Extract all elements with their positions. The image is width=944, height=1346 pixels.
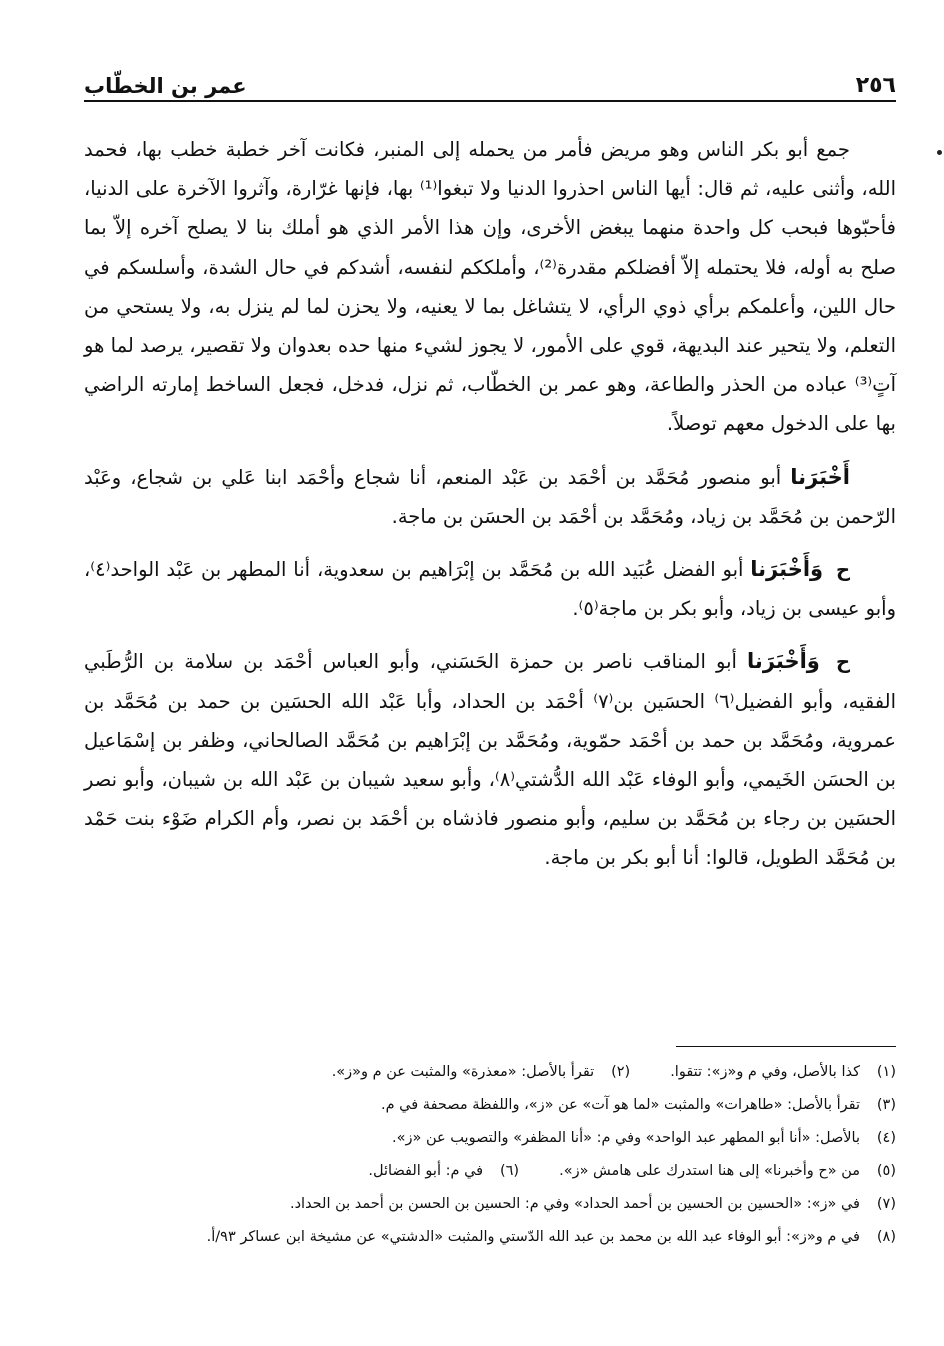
chain-text: أبو الفضل عُبَيد الله بن مُحَمَّد بن إبْرَاهيم بن سعدوية، أنا المطهر بن عَبْد الواحد⁽٤⁾، وأبو عيسى بن زياد، وأبو بكر بن ماجة⁽٥⁾.: [84, 558, 896, 621]
footnote-number: (٤): [876, 1130, 896, 1146]
footnote-text: في م و«ز»: أبو الوفاء عبد الله بن محمد بن عبد الله الدّستي والمثبت «الدشتي» عن مشيخة ابن عساكر ٩٣/أ.: [206, 1229, 860, 1245]
footnote-number: (٣): [876, 1097, 896, 1113]
footnote-2: [332, 1056, 631, 1089]
page-number: ٢٥٦: [855, 73, 896, 98]
tahwil-marker: ح: [835, 650, 851, 674]
footnote-separator: [676, 1046, 896, 1047]
footnote-1: [670, 1056, 896, 1089]
footnote-text: تقرأ بالأصل: «معذرة» والمثبت عن م و«ز».: [331, 1064, 595, 1080]
chain-lead: أَخْبَرَنا: [790, 464, 850, 489]
isnad-chain-3: [84, 642, 896, 877]
footnote-text: من «ح وأخبرنا» إلى هنا استدرك على هامش «ز».: [559, 1163, 860, 1179]
scan-edge-mark: [937, 150, 942, 155]
footnote-number: (٥): [876, 1163, 896, 1179]
footnote-8: [207, 1221, 896, 1254]
footnote-number: (٧): [876, 1196, 896, 1212]
isnad-chain-2: [84, 550, 896, 628]
footnote-number: (٨): [876, 1229, 896, 1245]
footnote-text: تقرأ بالأصل: «طاهرات» والمثبت «لما هو آت» عن «ز»، واللفظة مصحفة في م.: [380, 1097, 860, 1113]
chain-text: أبو المناقب ناصر بن حمزة الحَسَني، وأبو العباس أحْمَد بن سلامة بن الرُّطَبي الفقيه، وأبو الفضيل⁽٦⁾ الحسَين بن⁽٧⁾ أحْمَد بن الحداد، وأبا عَبْد الله الحسَين بن حمد بن مُحَمَّد بن عمروية، ومُحَمَّد بن حمد بن أحْمَد حمّوية، ومُحَمَّد بن إبْرَاهيم بن مُحَمَّد الصالحاني، وظفر بن إسْمَاعيل بن الحسَن الخَيمي، وأبو الوفاء عَبْد الله الدُّشتي⁽٨⁾، وأبو سعيد شيبان بن عَبْد الله بن شيبان، وأبو نصر الحسَين بن رجاء بن مُحَمَّد بن سليم، وأبو منصور فاذشاه بن أحْمَد بن نصر، وأم الكرام ضَوْء بنت حَمْد بن مُحَمَّد الطويل، قالوا: أنا أبو بكر بن ماجة.: [84, 650, 896, 870]
footnote-number: (١): [876, 1064, 896, 1080]
chain-lead: وَأَخْبَرَنا: [750, 557, 824, 582]
footnotes: [84, 1056, 896, 1254]
footnote-3: [381, 1089, 896, 1122]
footnote-text: في م: أبو الفضائل.: [368, 1163, 484, 1179]
footnote-number: (٦): [499, 1163, 520, 1179]
footnote-5: [559, 1155, 896, 1188]
tahwil-marker: ح: [835, 558, 850, 582]
footnote-text: بالأصل: «أنا أبو المطهر عبد الواحد» وفي م: «أنا المظفر» والتصويب عن «ز».: [392, 1130, 860, 1146]
isnad-chain-1: [84, 458, 896, 536]
header-rule: [84, 100, 896, 102]
running-title: عمر بن الخطّاب: [84, 74, 247, 98]
footnote-6: [368, 1155, 519, 1188]
footnote-4: [392, 1122, 896, 1155]
sermon-paragraph: جمع أبو بكر الناس وهو مريض فأمر من يحمله إلى المنبر، فكانت آخر خطبة خطب بها، فحمد الله، وأثنى عليه، ثم قال: أيها الناس احذروا الدنيا ولا تبغوا⁽¹⁾ بها، فإنها غرّارة، وآثروا الآخرة على الدنيا، فأحبّوها فبحب كل واحدة منهما يبغض الأخرى، وإن هذا الأمر الذي هو أملك بنا لا يصلح آخره إلاّ بما صلح به أوله، فلا يحتمله إلاّ أفضلكم مقدرة⁽²⁾، وأملككم لنفسه، أشدكم في حال الشدة، وأسلسكم في حال اللين، وأعلمكم برأي ذوي الرأي، لا يتشاغل بما لا يعنيه، ولا يحزن لما لم ينزل به، ولا يستحي من التعلم، ولا يتحير عند البديهة، قوي على الأمور، لا يجوز لشيء منها حده بعدوان ولا تقصير، يرصد لما هو آتٍ⁽³⁾ عباده من الحذر والطاعة، وهو عمر بن الخطّاب، ثم نزل، فدخل، فجعل الساخط إمارته الراضي بها على الدخول معهم توصلاً.: [84, 138, 896, 436]
footnote-row: [84, 1056, 896, 1089]
footnote-row: [84, 1221, 896, 1254]
page-header: [84, 64, 896, 98]
footnote-7: [290, 1188, 896, 1221]
footnote-row: [84, 1155, 896, 1188]
footnote-text: في «ز»: «الحسين بن الحسين بن أحمد الحداد» وفي م: الحسين بن الحسن بن أحمد بن الحداد.: [289, 1196, 860, 1212]
footnote-row: [84, 1188, 896, 1221]
footnote-row: [84, 1089, 896, 1122]
footnote-row: [84, 1122, 896, 1155]
chain-lead: وَأَخْبَرَنا: [747, 649, 820, 674]
main-text: [84, 130, 896, 892]
footnote-number: (٢): [611, 1064, 631, 1080]
chain-text: أبو منصور مُحَمَّد بن أحْمَد بن عَبْد المنعم، أنا شجاع وأحْمَد ابنا عَلي بن شجاع، وعَبْد الرّحمن بن مُحَمَّد بن زياد، ومُحَمَّد بن أحْمَد بن الحسَن بن ماجة.: [84, 465, 896, 528]
footnote-text: كذا بالأصل، وفي م و«ز»: تتقوا.: [670, 1064, 860, 1080]
